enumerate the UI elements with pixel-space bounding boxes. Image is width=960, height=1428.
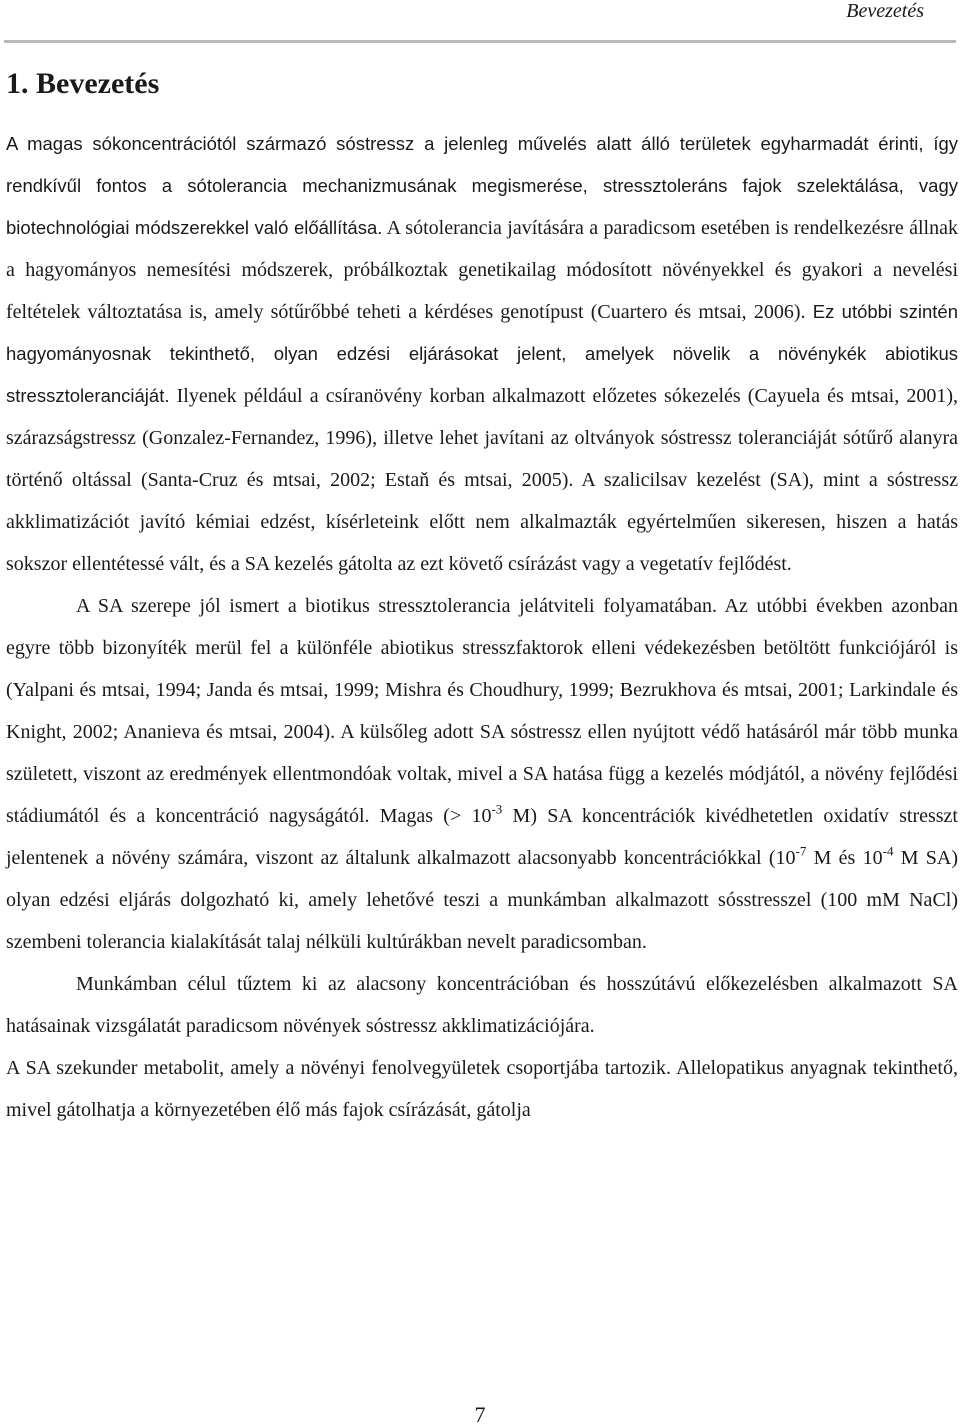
paragraph-2-part-e: M SA) olyan edzési eljárás dolgozható ki, amely lehetővé teszi a munkámban alkalmazott sósstresszel (100 mM NaCl) szembeni tolerancia kialakítását talaj nélküli kultúrákban nevelt paradicsomban. <box>6 847 958 953</box>
paragraph-4-text: A SA szekunder metabolit, amely a növényi fenolvegyületek csoportjába tartozik. Allelopatikus anyagnak tekinthető, mivel gátolhatja a környezetében élő más fajok csírázását, gátolja <box>6 1057 958 1121</box>
paragraph-4 <box>6 1047 958 1131</box>
header-rule <box>4 40 956 43</box>
paragraph-2-part-b: Az utóbbi években azonban egyre több bizonyíték merül fel a különféle abiotikus stresszfaktorok elleni védekezésben betöltött funkciójáról is (Yalpani és mtsai, 1994; Janda és mtsai, 1999; Mishra és Choudhury, 1999; Bezrukhova és mtsai, 2001; Larkindale és Knight, 2002; Ananieva és mtsai, 2004). A külsőleg adott SA sóstressz ellen nyújtott védő hatásáról már több munka született, viszont az eredmények ellentmondóak voltak, mivel a SA hatása függ a kezelés módjától, a növény fejlődési stádiumától és a koncentráció nagyságától. Magas (> 10 <box>6 595 959 827</box>
paragraph-2-part-a: A SA szerepe jól ismert a biotikus stressztolerancia jelátviteli folyamatában. <box>76 595 718 617</box>
paragraph-2-part-c: M) SA koncentrációk kivédhetetlen oxidatív stresszt jelentenek a növény számára, viszont az általunk alkalmazott alacsonyabb koncentrációkkal (10 <box>6 805 958 869</box>
exponent-3: -4 <box>882 843 894 859</box>
paragraph-1-part-a: A magas sókoncentrációtól származó sóstressz a jelenleg művelés alatt álló területek egyharmadát érinti, így rendkívűl fontos a sótolerancia mechanizmusának megismerése, stressztoleráns fajok szelektálása, vagy biotechnológiai módszerekkel való előállítása. <box>6 133 958 238</box>
page-number: 7 <box>474 1402 486 1427</box>
paragraph-1-part-b: A sótolerancia javítására a paradicsom esetében is rendelkezésre állnak a hagyományos nemesítési módszerek, próbálkoztak genetikailag módosított növényekkel és gyakori a nevelési feltételek változtatása is, amely sótűrőbbé teheti a kérdéses genotípust (Cuartero és mtsai, 2006). <box>6 217 958 323</box>
exponent-2: -7 <box>795 843 807 859</box>
paragraph-1-part-d: Ilyenek például a csíranövény korban alkalmazott előzetes sókezelés (Cayuela és mtsai, 2001), szárazságstressz (Gonzalez-Fernandez, 1996), illetve lehet javítani az oltványok sóstressz toleranciáját sótűrő alanyra történő oltással (Santa-Cruz és mtsai, 2002; Estaň és mtsai, 2005). A szalicilsav kezelést (SA), mint a sóstressz akklimatizációt javító kémiai edzést, kísérleteink előtt nem alkalmazták egyértelműen sikeresen, hiszen a hatás sokszor ellentétessé vált, és a SA kezelés gátolta az ezt követő csírázást vagy a vegetatív fejlődést. <box>6 385 958 575</box>
paragraph-1-part-c: Ez utóbbi szintén hagyományosnak tekinthető, olyan edzési eljárásokat jelent, amelyek növelik a növénykék abiotikus stressztoleranciáját. <box>6 301 958 406</box>
chapter-title: 1. Bevezetés <box>6 67 160 100</box>
exponent-1: -3 <box>491 801 503 817</box>
paragraph-2-part-d: M és 10 <box>806 847 883 869</box>
paragraph-3-text: Munkámban célul tűztem ki az alacsony koncentrációban és hosszútávú előkezelésben alkalmazott SA hatásainak vizsgálatát paradicsom növények sóstressz akklimatizációjára. <box>6 973 958 1037</box>
running-header: Bevezetés <box>846 0 924 22</box>
paragraph-3 <box>6 963 958 1047</box>
body-text <box>6 123 958 1131</box>
paragraph-2 <box>6 585 958 963</box>
paragraph-1 <box>6 123 958 585</box>
